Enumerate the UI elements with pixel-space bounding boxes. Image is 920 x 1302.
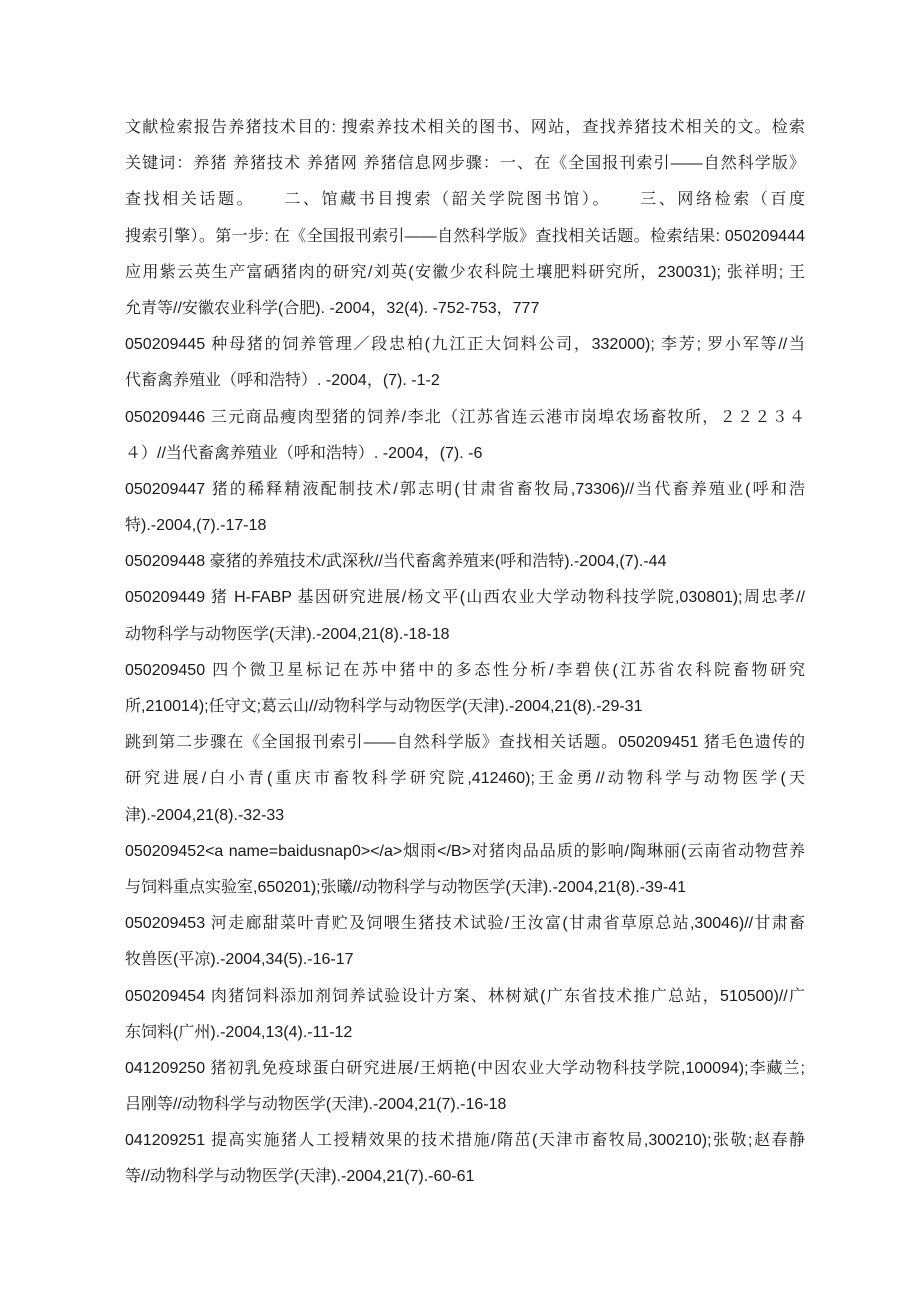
text-line: 代畜禽养殖业（呼和浩特）. -2004，(7). -1-2	[125, 372, 440, 390]
text-line: 允青等//安徽农业科学(合肥). -2004，32(4). -752-753，777	[125, 299, 540, 317]
text-line: 津).-2004,21(8).-32-33	[125, 806, 285, 824]
text-line: 研究进展/白小青(重庆市畜牧科学研究院,412460);王金勇//动物科学与动物医学(天	[125, 770, 805, 788]
text-line: 050209445 种母猪的饲养管理／段忠柏(九江正大饲料公司，332000); 李芳; 罗小军等//当	[125, 336, 805, 354]
text-line: 050209448 豪猪的养殖技术/武深秋//当代畜禽养殖来(呼和浩特).-2004,(7).-44	[125, 553, 667, 571]
text-line: 041209250 猪初乳免疫球蛋白研究进展/王炳艳(中因农业大学动物科技学院,100094);李藏兰;	[125, 1059, 805, 1077]
text-line: 050209447 猪的稀释精液配制技术/郭志明(甘肃省畜牧局,73306)//当代畜养殖业(呼和浩	[125, 480, 805, 498]
text-line: 050209449 猪 H-FABP 基因研究进展/杨文平(山西农业大学动物科技学院,030801);周忠孝//	[125, 589, 805, 607]
text-line: 特).-2004,(7).-17-18	[125, 517, 267, 535]
text-line: 吕刚等//动物科学与动物医学(天津).-2004,21(7).-16-18	[125, 1096, 507, 1114]
text-line: 等//动物科学与动物医学(天津).-2004,21(7).-60-61	[125, 1168, 475, 1186]
text-line: 050209450 四个微卫星标记在苏中猪中的多态性分析/李碧侠(江苏省农科院畜物研究	[125, 661, 805, 679]
text-line: 牧兽医(平凉).-2004,34(5).-16-17	[125, 951, 354, 969]
text-line: 041209251 提高实施猪人工授精效果的技术措施/隋茁(天津市畜牧局,300210);张敬;赵春静	[125, 1132, 805, 1150]
text-line: 东饲料(广州).-2004,13(4).-11-12	[125, 1023, 353, 1041]
text-line: 动物科学与动物医学(天津).-2004,21(8).-18-18	[125, 625, 450, 643]
text-line: 关键词：养猪 养猪技术 养猪网 养猪信息网步骤：一、在《全国报刊索引——自然科学版》	[125, 155, 805, 173]
text-line: 050209454 肉猪饲料添加剂饲养试验设计方案、林树斌(广东省技术推广总站，510500)//广	[125, 987, 805, 1005]
text-line: 跳到第二步骤在《全国报刊索引——自然科学版》查找相关话题。050209451 猪毛色遗传的	[125, 734, 805, 752]
text-line: 050209453 河走廊甜菜叶青贮及饲喂生猪技术试验/王汝富(甘肃省草原总站,30046)//甘肃畜	[125, 915, 805, 933]
text-line: 050209452<a name=baidusnap0></a>烟雨</B>对猪肉品品质的影响/陶琳丽(云南省动物营养	[125, 842, 805, 860]
text-line: 050209446 三元商品瘦肉型猪的饲养/李北（江苏省连云港市岗埠农场畜牧所，２２２３４	[125, 408, 805, 426]
text-line: 文献检索报告养猪技术目的: 搜索养技术相关的图书、网站，查找养猪技术相关的文。检索	[125, 119, 805, 136]
text-line: 查找相关话题。 二、馆藏书目搜索（韶关学院图书馆）。 三、网络检索（百度	[125, 191, 805, 209]
text-line: 应用紫云英生产富硒猪肉的研究/刘英(安徽少农科院土壤肥料研究所，230031); 张祥明; 王	[125, 263, 805, 281]
document-text-block	[125, 110, 805, 1196]
text-line: 与饲料重点实验室,650201);张曦//动物科学与动物医学(天津).-2004,21(8).-39-41	[125, 878, 687, 896]
text-line: 搜索引擎）。第一步: 在《全国报刊索引——自然科学版》查找相关话题。检索结果: 050209444	[125, 227, 805, 245]
text-line: ４）//当代畜禽养殖业（呼和浩特）. -2004，(7). -6	[125, 444, 483, 462]
text-line: 所,210014);任守文;葛云山//动物科学与动物医学(天津).-2004,21(8).-29-31	[125, 698, 643, 715]
